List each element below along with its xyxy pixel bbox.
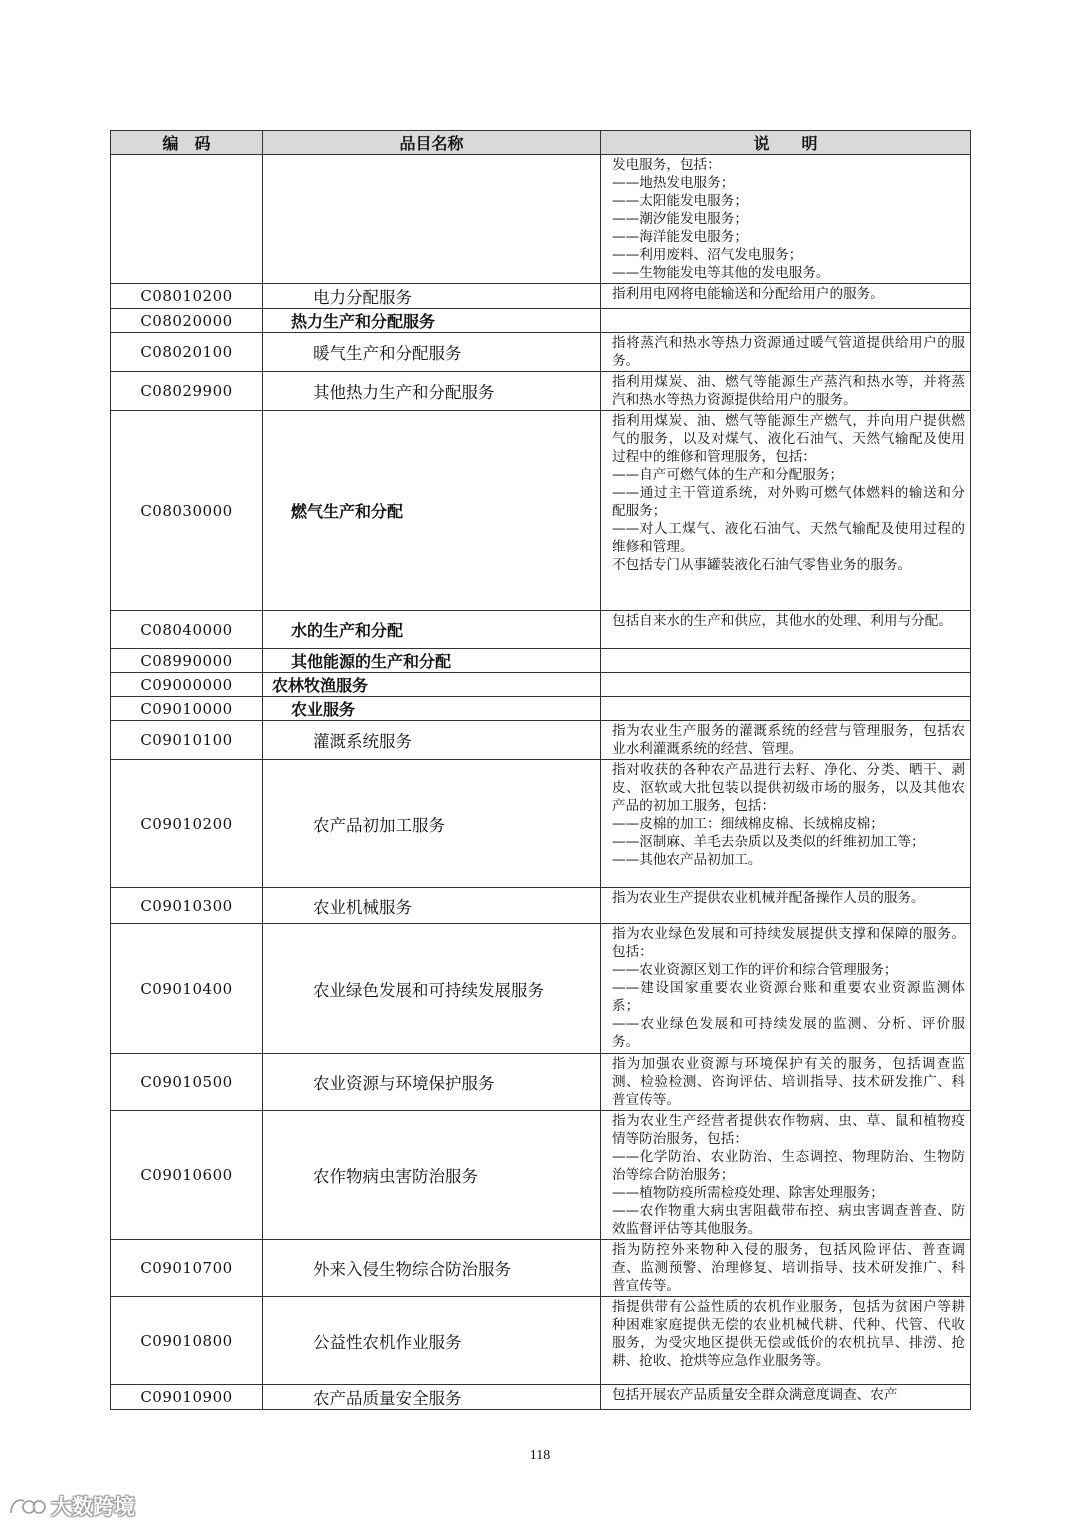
catalog-table <box>110 130 971 1410</box>
row-code: C08990000 <box>111 649 263 673</box>
row-code: C08020000 <box>111 309 263 333</box>
table-row <box>111 284 971 309</box>
row-name: 农业机械服务 <box>263 888 601 924</box>
row-name: 农业绿色发展和可持续发展服务 <box>263 924 601 1054</box>
header-code: 编 码 <box>111 131 263 155</box>
table-row <box>111 888 971 924</box>
row-description <box>601 309 971 333</box>
row-name: 灌溉系统服务 <box>263 721 601 760</box>
row-description <box>601 649 971 673</box>
row-code: C09010500 <box>111 1054 263 1111</box>
table-row <box>111 372 971 411</box>
table-row <box>111 760 971 888</box>
row-description: 指提供带有公益性质的农机作业服务，包括为贫困户等耕种困难家庭提供无偿的农业机械代耕、代种、代管、代收服务，为受灾地区提供无偿或低价的农机抗旱、排涝、抢耕、抢收、抢烘等应急作业服务等。 <box>601 1297 971 1385</box>
row-code: C09010300 <box>111 888 263 924</box>
row-name: 农产品质量安全服务 <box>263 1385 601 1410</box>
row-code: C08010200 <box>111 284 263 309</box>
table-row <box>111 1385 971 1410</box>
row-code: C09000000 <box>111 673 263 697</box>
row-code: C09010600 <box>111 1111 263 1240</box>
watermark-text: 大数跨境 <box>51 1495 135 1519</box>
row-name: 其他热力生产和分配服务 <box>263 372 601 411</box>
watermark <box>8 1492 135 1520</box>
table-row <box>111 309 971 333</box>
row-description: 指为农业生产提供农业机械并配备操作人员的服务。 <box>601 888 971 924</box>
row-name: 其他能源的生产和分配 <box>263 649 601 673</box>
header-desc: 说 明 <box>601 131 971 155</box>
row-description <box>601 697 971 721</box>
table-row <box>111 333 971 372</box>
row-description: 指对收获的各种农产品进行去籽、净化、分类、晒干、剥皮、沤软或大批包装以提供初级市场的服务，以及其他农产品的初加工服务，包括： ——皮棉的加工：细绒棉皮棉、长绒棉皮棉； ——沤制麻、羊毛去杂质以及类似的纤维初加工等； ——其他农产品初加工。 <box>601 760 971 888</box>
row-description: 发电服务，包括： ——地热发电服务； ——太阳能发电服务； ——潮汐能发电服务； ——海洋能发电服务； ——利用废料、沼气发电服务； ——生物能发电等其他的发电服务。 <box>601 155 971 284</box>
table-row <box>111 924 971 1054</box>
row-description: 指为加强农业资源与环境保护有关的服务，包括调查监测、检验检测、咨询评估、培训指导、技术研发推广、科普宣传等。 <box>601 1054 971 1111</box>
row-name: 公益性农机作业服务 <box>263 1297 601 1385</box>
row-code: C09010700 <box>111 1240 263 1297</box>
row-code: C09010400 <box>111 924 263 1054</box>
row-name: 农作物病虫害防治服务 <box>263 1111 601 1240</box>
row-code: C08030000 <box>111 411 263 611</box>
row-description: 包括开展农产品质量安全群众满意度调查、农产 <box>601 1385 971 1410</box>
table-row <box>111 1297 971 1385</box>
row-name: 农业服务 <box>263 697 601 721</box>
row-code: C08040000 <box>111 611 263 649</box>
row-name: 农业资源与环境保护服务 <box>263 1054 601 1111</box>
row-description <box>601 673 971 697</box>
row-description: 指为农业绿色发展和可持续发展提供支撑和保障的服务。包括： ——农业资源区划工作的评价和综合管理服务； ——建设国家重要农业资源台账和重要农业资源监测体系； ——农业绿色发展和可持续发展的监测、分析、评价服务。 <box>601 924 971 1054</box>
table-row <box>111 611 971 649</box>
row-code: C09010000 <box>111 697 263 721</box>
row-name: 热力生产和分配服务 <box>263 309 601 333</box>
table-row <box>111 411 971 611</box>
table-body <box>111 155 971 1410</box>
row-name: 水的生产和分配 <box>263 611 601 649</box>
row-description: 指将蒸汽和热水等热力资源通过暖气管道提供给用户的服务。 <box>601 333 971 372</box>
row-name: 燃气生产和分配 <box>263 411 601 611</box>
row-name <box>263 155 601 284</box>
row-description: 指为防控外来物种入侵的服务，包括风险评估、普查调查、监测预警、治理修复、培训指导、技术研发推广、科普宣传等。 <box>601 1240 971 1297</box>
row-name: 外来入侵生物综合防治服务 <box>263 1240 601 1297</box>
row-description: 指利用电网将电能输送和分配给用户的服务。 <box>601 284 971 309</box>
row-name: 电力分配服务 <box>263 284 601 309</box>
table-row <box>111 1054 971 1111</box>
table-row <box>111 721 971 760</box>
row-code: C08020100 <box>111 333 263 372</box>
row-code: C08029900 <box>111 372 263 411</box>
row-code: C09010200 <box>111 760 263 888</box>
row-description: 指为农业生产服务的灌溉系统的经营与管理服务，包括农业水利灌溉系统的经营、管理。 <box>601 721 971 760</box>
table-header-row <box>111 131 971 155</box>
row-code: C09010800 <box>111 1297 263 1385</box>
row-name: 农产品初加工服务 <box>263 760 601 888</box>
table-row <box>111 649 971 673</box>
table-row <box>111 697 971 721</box>
row-code <box>111 155 263 284</box>
page-number: 118 <box>529 1448 551 1463</box>
header-name: 品目名称 <box>263 131 601 155</box>
table-row <box>111 1240 971 1297</box>
row-name: 农林牧渔服务 <box>263 673 601 697</box>
row-description: 包括自来水的生产和供应，其他水的处理、利用与分配。 <box>601 611 971 649</box>
table-row <box>111 673 971 697</box>
row-code: C09010100 <box>111 721 263 760</box>
table-row <box>111 155 971 284</box>
row-description: 指利用煤炭、油、燃气等能源生产蒸汽和热水等，并将蒸汽和热水等热力资源提供给用户的服务。 <box>601 372 971 411</box>
table-row <box>111 1111 971 1240</box>
row-description: 指为农业生产经营者提供农作物病、虫、草、鼠和植物疫情等防治服务，包括： ——化学防治、农业防治、生态调控、物理防治、生物防治等综合防治服务； ——植物防疫所需检疫处理、除害处理服务； ——农作物重大病虫害阻截带布控、病虫害调查普查、防效监督评估等其他服务。 <box>601 1111 971 1240</box>
row-code: C09010900 <box>111 1385 263 1410</box>
row-name: 暖气生产和分配服务 <box>263 333 601 372</box>
row-description: 指利用煤炭、油、燃气等能源生产燃气，并向用户提供燃气的服务，以及对煤气、液化石油气、天然气输配及使用过程中的维修和管理服务，包括： ——自产可燃气体的生产和分配服务； ——通过主干管道系统，对外购可燃气体燃料的输送和分配服务； ——对人工煤气、液化石油气、天然气输配及使用过程的维修和管理。 不包括专门从事罐装液化石油气零售业务的服务。 <box>601 411 971 611</box>
logo-icon <box>8 1493 48 1519</box>
